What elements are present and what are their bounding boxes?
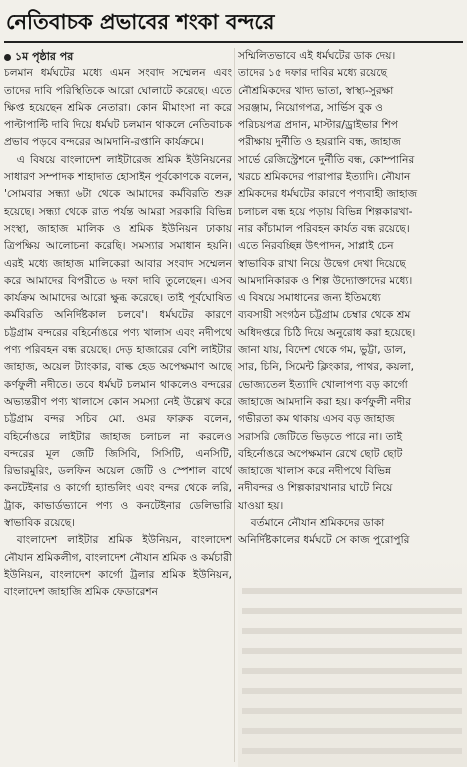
headline: নেতিবাচক প্রভাবের শংকা বন্দরে — [6, 10, 275, 34]
text-line: আমদানিকারক ও শিল্প উদ্যোক্তাদের মধ্যে। — [238, 274, 413, 287]
text-line: স্বাভাবিক রাখা নিয়ে উদ্বেগ দেখা দিয়েছে — [238, 257, 406, 270]
paragraph: এ বিষয়ে বাংলাদেশ লাইটারেজ শ্রমিক ইউনিয়নের সাধারণ সম্পাদক শাহাদাত হোসাইন পূর্বকোণকে বলেন, 'সোমবার সন্ধ্যা ৬টা থেকে আমাদের কর্মবিরতি শুরু হয়েছে। সন্ধ্যা থেকে রাত পর্যন্ত আমরা সরকারি বিভিন্ন সংস্থা, জাহাজ মালিক ও শ্রমিক ইউনিয়ন ঢাকায় ত্রিপক্ষিয় আলোচনা করেছি। সমস্যার সমাধান হয়নি। এরই মধ্যে জাহাজ মালিকেরা আবার সংবাদ সম্মেলন করে আমাদের বিপরীতে ৬ দফা দাবি তুলেছেন। এসব কার্যক্রম আমাদের আরো ক্ষুব্ধ করেছে। তাই পূর্বঘোষিত কর্মবিরতি অনির্দিষ্টকাল চলবে'। ধর্মঘটের কারণে চট্টগ্রাম বন্দরের বহির্নোঙরে পণ্য খালাস এবং নদীপথে পণ্য পরিবহন বন্ধ রয়েছে। দেড় হাজারের বেশি লাইটার জাহাজ, অয়েল ট্যাংকার, বাল্ক হেড অপেক্ষমাণ আছে কর্ণফুলী নদীতে। তবে ধর্মঘট চলমান থাকলেও বন্দরের অভ্যন্তরীণ পণ্য খালাসে কোন সমস্যা নেই উল্লেখ করে চট্টগ্রাম বন্দর সচিব মো. ওমর ফারুক বলেন, বহির্নোঙরে লাইটার জাহাজ চলাচল না করলেও বন্দরের মূল জেটি জিসিবি, সিসিটি, এনসিটি, রিভারমুরিং, ডলফিন অয়েল জেটি ও স্পেশাল বার্থে কনটেইনার ও কার্গো হ্যান্ডলিং এবং বন্দর থেকে লরি, ট্রাক, কাভার্ডভ্যানে পণ্য ও কনটেইনার ডেলিভারি স্বাভাবিক রয়েছে। — [4, 153, 232, 530]
text-line: সরাসরি জেটিতে ভিড়তে পারে না। তাই — [238, 430, 403, 443]
text-line: সার, চিনি, সিমেন্ট ক্লিংকার, পাথর, কয়লা, — [238, 361, 414, 374]
text-line: যাওয়া হয়। — [238, 499, 284, 512]
text-line: জানা যায়, বিদেশ থেকে গম, ভুট্টা, ডাল, — [238, 344, 407, 357]
bullet-icon — [4, 54, 11, 61]
left-column — [4, 48, 232, 762]
text-line: চলাচল বন্ধ হয়ে পড়ায় বিভিন্ন শিল্পকারখা- — [238, 205, 413, 218]
paragraph: চলমান ধর্মঘটের মধ্যে এমন সংবাদ সম্মেলন এবং তাদের দাবি পরিস্থিতিকে আরো ঘোলাটে করেছে। এতে ক্ষিপ্ত হয়েছেন শ্রমিক নেতারা। কোন মীমাংসা না করে পাল্টাপাল্টি দাবি দিয়ে ধর্মঘট চলমান থাকলে নেতিবাচক প্রভাব পড়বে বন্দরের আমদানি-রপ্তানি কার্যক্রমে। — [4, 67, 232, 149]
text-line: শ্রমিকদের ধর্মঘটের কারণে পণ্যবাহী জাহাজ — [238, 188, 418, 201]
headline-rule — [4, 41, 463, 43]
text-line: অধিদপ্তরে চিঠি দিয়ে অনুরোধ করা হয়েছে। — [238, 326, 416, 339]
text-line: পরীক্ষায় দুর্নীতি ও হয়রানি বন্ধ, জাহাজ — [238, 136, 401, 149]
text-line: সম্মিলিতভাবে এই ধর্মঘটের ডাক দেয়। — [238, 50, 396, 62]
text-line: এ বিষয়ে সমাধানের জন্য ইতিমধ্যে — [238, 292, 381, 305]
text-line: নার কাঁচামাল পরিবহন কার্যত বন্ধ রয়েছে। — [238, 222, 410, 235]
text-line: অনির্দিষ্টকালের ধর্মঘটে সে কাজ পুরোপুরি — [238, 534, 410, 547]
text-line: তাদের ১৫ দফার দাবির মধ্যে রয়েছে — [238, 67, 388, 80]
show-through-area — [238, 548, 467, 767]
text-line: নৌশ্রমিকদের খাদ্য ভাতা, স্বাস্থ্য-সুরক্ষা — [238, 84, 394, 97]
text-line: ব্যবসায়ী সংগঠন চট্টগ্রাম চেম্বার থেকে শ্রম — [238, 309, 411, 322]
text-line: জাহাজে খালাস করে নদীপথে বিভিন্ন — [238, 465, 392, 478]
right-column — [238, 48, 467, 578]
continuation-label — [4, 48, 232, 65]
faded-lines — [242, 588, 462, 767]
text-line: গভীরতা কম থাকায় এসব বড় জাহাজ — [238, 413, 395, 426]
text-line: জাহাজে আমদানি করা হয়। কর্ণফুলী নদীর — [238, 395, 412, 408]
text-line: খরচে শ্রমিকদের পারাপার ইত্যাদি। নৌযান — [238, 171, 411, 184]
text-line: বর্তমানে নৌযান শ্রমিকদের ডাকা — [250, 517, 385, 530]
paragraph: বাংলাদেশ লাইটার শ্রমিক ইউনিয়ন, বাংলাদেশ নৌযান শ্রমিকলীগ, বাংলাদেশ নৌযান শ্রমিক ও কর্মচারী ইউনিয়ন, বাংলাদেশ কার্গো ট্রলার শ্রমিক ইউনিয়ন, বাংলাদেশ জাহাজি শ্রমিক ফেডারেশন — [4, 534, 232, 599]
text-line: সার্ভে রেজিস্ট্রেশনে দুর্নীতি বন্ধ, কোম্পানির — [238, 153, 415, 166]
column-divider — [234, 48, 235, 762]
text-line: ভোজ্যতেল ইত্যাদি খোলাপণ্য বড় কার্গো — [238, 378, 408, 391]
text-line: এতে নিরবচ্ছিন্ন উৎপাদন, সাপ্লাই চেন — [238, 240, 394, 253]
text-line: নদীবন্দর ও শিল্পকারখানার ঘাটে নিয়ে — [238, 482, 393, 495]
text-line: বহির্নোঙরে অপেক্ষমান রেখে ছোট ছোট — [238, 447, 403, 460]
continuation-text: ১ম পৃষ্ঠার পর — [15, 50, 74, 63]
text-line: সরঞ্জাম, নিয়োগপত্র, সার্ভিস বুক ও — [238, 101, 383, 114]
text-line: পরিচয়পত্র প্রদান, মাস্টার/ড্রাইভার শিপ — [238, 119, 398, 132]
